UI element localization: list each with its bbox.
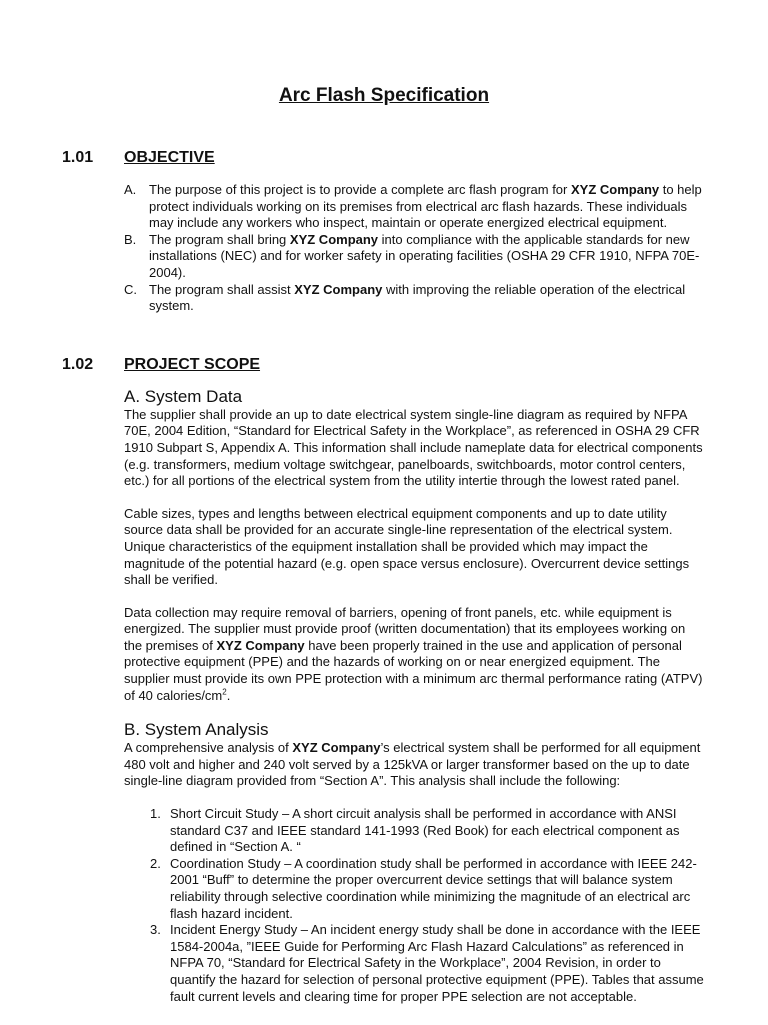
text-run: The program shall assist <box>149 281 295 297</box>
subsection-heading: A. System Data <box>124 386 243 406</box>
list-marker: A. <box>124 182 137 197</box>
paragraph <box>124 407 704 490</box>
text-run: with improving the reliable operation of the electrical system. <box>149 281 686 314</box>
list-item <box>124 282 704 315</box>
text-run: The supplier shall provide an up to date electrical system single-line diagram as required by NFPA 70E, 2004 Edition, “Standard for Electrical Safety in the Workplace”, as referenced in OSHA 29 CFR 1910 Subpart S, Appendix A. This information shall include nameplate data for electrical components (e.g. transformers, medium voltage switchgear, panelboards, switchboards, motor control centers, etc.) for all portions of the electrical system from the utility intertie through the lowest rated panel. <box>124 406 703 489</box>
section-heading-objective <box>62 148 768 168</box>
text-run: . <box>226 687 231 703</box>
text-run: have been properly trained in the use and application of personal protective equipment (PPE) and the hazards of working on or near energized equipment. The supplier must provide its own PPE protection with a minimum arc thermal performance rating (ATPV) of 40 calories/cm <box>124 637 703 703</box>
section-number: 1.02 <box>62 355 94 373</box>
text-run: Coordination Study – A coordination study shall be performed in accordance with IEEE 242-2001 “Buff” to determine the proper overcurrent device settings that will balance system reliability through selective coordination while minimizing the magnitude of an electrical arc flash hazard incident. <box>170 855 697 921</box>
system-data-subsection <box>124 387 704 705</box>
analysis-list <box>150 806 704 1005</box>
document-title: Arc Flash Specification <box>278 85 490 106</box>
section-label: OBJECTIVE <box>124 149 215 166</box>
system-analysis-subsection <box>124 720 704 1005</box>
list-item <box>150 922 704 1005</box>
list-item <box>150 806 704 856</box>
list-marker: C. <box>124 281 137 297</box>
company-name: XYZ Company <box>294 281 383 297</box>
list-item <box>124 232 704 282</box>
text-run: into compliance with the applicable standards for new installations (NEC) and for worker safety in operating facilities (OSHA 29 CFR 1910, NFPA 70E-2004). <box>149 231 700 280</box>
text-run: 2 <box>222 687 227 697</box>
paragraph <box>124 506 704 589</box>
objective-body <box>124 182 704 315</box>
section-label: PROJECT SCOPE <box>124 355 261 373</box>
text-run: A comprehensive analysis of <box>124 740 293 756</box>
text-run: The purpose of this project is to provide a complete arc flash program for <box>149 182 571 197</box>
list-item <box>124 182 704 232</box>
text-run: Cable sizes, types and lengths between electrical equipment components and up to date utility source data shall be provided for an accurate single-line representation of the electrical system. Unique characteristics of the equipment installation shall be provided which may impact the magnitude of the potential hazard (e.g. open space versus enclosure). Overcurrent device settings shall be verified. <box>124 505 690 588</box>
company-name: XYZ Company <box>570 182 660 197</box>
text-run: to help protect individuals working on its premises from electrical arc flash hazards. These individuals may include any workers who inspect, maintain or operate energized electrical equipment. <box>149 182 702 231</box>
paragraph <box>124 605 704 705</box>
list-item <box>150 856 704 922</box>
subsection-heading: B. System Analysis <box>124 720 269 740</box>
text-run: Data collection may require removal of barriers, opening of front panels, etc. while equipment is energized. The supplier must provide proof (written documentation) that its employees working on the premises of <box>124 604 686 653</box>
section-heading-project-scope <box>62 355 768 375</box>
objective-list <box>124 182 704 315</box>
section-number: 1.01 <box>62 149 94 166</box>
company-name: XYZ Company <box>292 740 381 756</box>
company-name: XYZ Company <box>289 231 379 247</box>
text-run: Incident Energy Study – An incident energy study shall be done in accordance with the IEEE 1584-2004a, ”IEEE Guide for Performing Arc Flash Hazard Calculations” as referenced in NFPA 70, “Standard for Electrical Safety in the Workplace”, 2004 Revision, in order to quantify the hazard for selection of personal protective equipment (PPE). Tables that assume fault current levels and clearing time for proper PPE selection are not acceptable. <box>170 922 704 1004</box>
paragraph <box>124 740 704 790</box>
company-name: XYZ Company <box>216 637 305 653</box>
system-analysis-paragraphs <box>124 740 704 790</box>
text-run: The program shall bring <box>149 231 290 247</box>
list-marker: 1. <box>150 806 161 822</box>
list-marker: B. <box>124 231 137 247</box>
system-data-paragraphs <box>124 407 704 705</box>
list-marker: 2. <box>150 855 161 871</box>
text-run: Short Circuit Study – A short circuit analysis shall be performed in accordance with ANSI standard C37 and IEEE standard 141-1993 (Red Book) for each electrical component as defined in “Section A. “ <box>170 806 680 855</box>
text-run: ’s electrical system shall be performed for all equipment 480 volt and higher and 240 volt served by a 125kVA or larger transformer based on the up to date single-line diagram provided from “Section A”. This analysis shall include the following: <box>124 740 701 789</box>
list-marker: 3. <box>150 922 161 938</box>
